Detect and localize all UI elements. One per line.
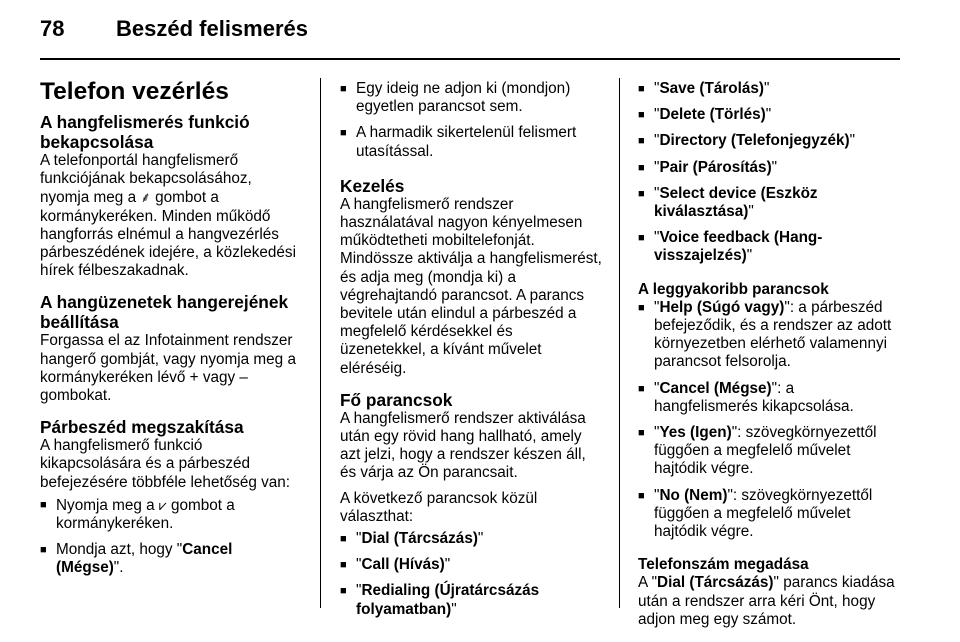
column-1: [40, 78, 302, 586]
list-item: ■ "Pair (Párosítás)": [638, 159, 900, 177]
column-divider: [320, 78, 321, 608]
bullet-list: [340, 80, 602, 161]
subsection-title: Fő parancsok: [340, 389, 453, 410]
paragraph: Forgassa el az Infotainment rendszer hangerő gombját, vagy nyomja meg a kormánykeréken lévő + vagy – gombokat.: [40, 332, 296, 405]
list-item: ■ "Voice feedback (Hang-visszajelzés)": [638, 229, 900, 265]
command-list: [340, 530, 602, 619]
list-item: ■ "Call (Hívás)": [340, 556, 602, 574]
command-list: [638, 299, 900, 541]
paragraph: A hangfelismerő rendszer aktiválása után egy rövid hang hallható, amely azt jelzi, hogy a rendszer készen áll, és várja az Ön parancsait.: [340, 409, 586, 482]
subsection-title: Párbeszéd megszakítása: [40, 417, 244, 438]
bullet-list: [40, 496, 302, 578]
paragraph: A következő parancsok közül választhat:: [340, 489, 538, 525]
list-item: ■ "No (Nem)": szövegkörnyezettől függően a megfelelő művelet hajtódik végre.: [638, 487, 900, 542]
page-header: [40, 16, 900, 56]
subheading: A leggyakoribb parancsok: [638, 280, 829, 298]
list-item: ■ "Dial (Tárcsázás)": [340, 530, 602, 548]
section-title: Telefon vezérlés: [40, 78, 229, 105]
column-divider: [619, 78, 620, 608]
column-2: [340, 80, 602, 627]
list-item: ■ Nyomja meg a ⩗ gombot a kormánykeréken.: [40, 496, 302, 533]
list-item: ■ "Redialing (Újratárcsázás folyamatban)": [340, 582, 602, 618]
column-3: [638, 80, 900, 629]
list-item: ■ "Save (Tárolás)": [638, 80, 900, 98]
list-item: ■ "Cancel (Mégse)": a hangfelismerés kikapcsolása.: [638, 380, 900, 416]
list-item: ■ "Help (Súgó vagy)": a párbeszéd befejeződik, és a rendszer az adott környezetben elérhető valamennyi parancsot felsorolja.: [638, 299, 900, 372]
subheading: Telefonszám megadása: [638, 556, 809, 574]
list-item: ■ "Directory (Telefonjegyzék)": [638, 132, 900, 150]
list-item: ■ Egy ideig ne adjon ki (mondjon) egyetlen parancsot sem.: [340, 80, 602, 116]
list-item: ■ Mondja azt, hogy "Cancel (Mégse)".: [40, 541, 302, 577]
subsection-title: Kezelés: [340, 175, 405, 196]
page-number: 78: [40, 16, 65, 41]
paragraph: A telefonportál hangfelismerő funkciójának bekapcsolásához, nyomja meg a ⸙ gombot a kormánykeréken. Minden működő hangforrás elnémul a hangvezérlés párbeszédének idejére, a közlekedési hírek félbeszakadnak.: [40, 152, 296, 280]
list-item: ■ "Delete (Törlés)": [638, 106, 900, 124]
paragraph: A "Dial (Tárcsázás)" parancs kiadása után a rendszer arra kéri Önt, hogy adjon meg egy számot.: [638, 574, 895, 628]
voice-button-icon: ⸙: [140, 189, 151, 206]
hang-up-button-icon: ⩗: [158, 496, 167, 513]
list-item: ■ "Select device (Eszköz kiválasztása)": [638, 185, 900, 221]
subsection-title: A hangüzenetek hangerejének beállítása: [40, 292, 289, 333]
paragraph: A hangfelismerő rendszer használatával nagyon kényelmesen működtetheti mobiltelefonját. Mindössze aktiválja a hangfelismerést, és adja meg (mondja ki) a végrehajtandó parancsot. A parancs bevitele után elindul a párbeszéd a megfelelő kérdésekkel és üzenetekkel, a kívánt művelet eléréséig.: [340, 195, 602, 377]
list-item: ■ "Yes (Igen)": szövegkörnyezettől függően a megfelelő művelet hajtódik végre.: [638, 424, 900, 479]
paragraph: A hangfelismerő funkció kikapcsolására és a párbeszéd befejezésére többféle lehetőség van:: [40, 437, 291, 491]
running-title: Beszéd felismerés: [116, 16, 308, 41]
subsection-title: A hangfelismerés funkció bekapcsolása: [40, 112, 250, 152]
list-item: ■ A harmadik sikertelenül felismert utasítással.: [340, 124, 602, 160]
header-rule: [40, 58, 900, 60]
command-list: [638, 80, 900, 266]
